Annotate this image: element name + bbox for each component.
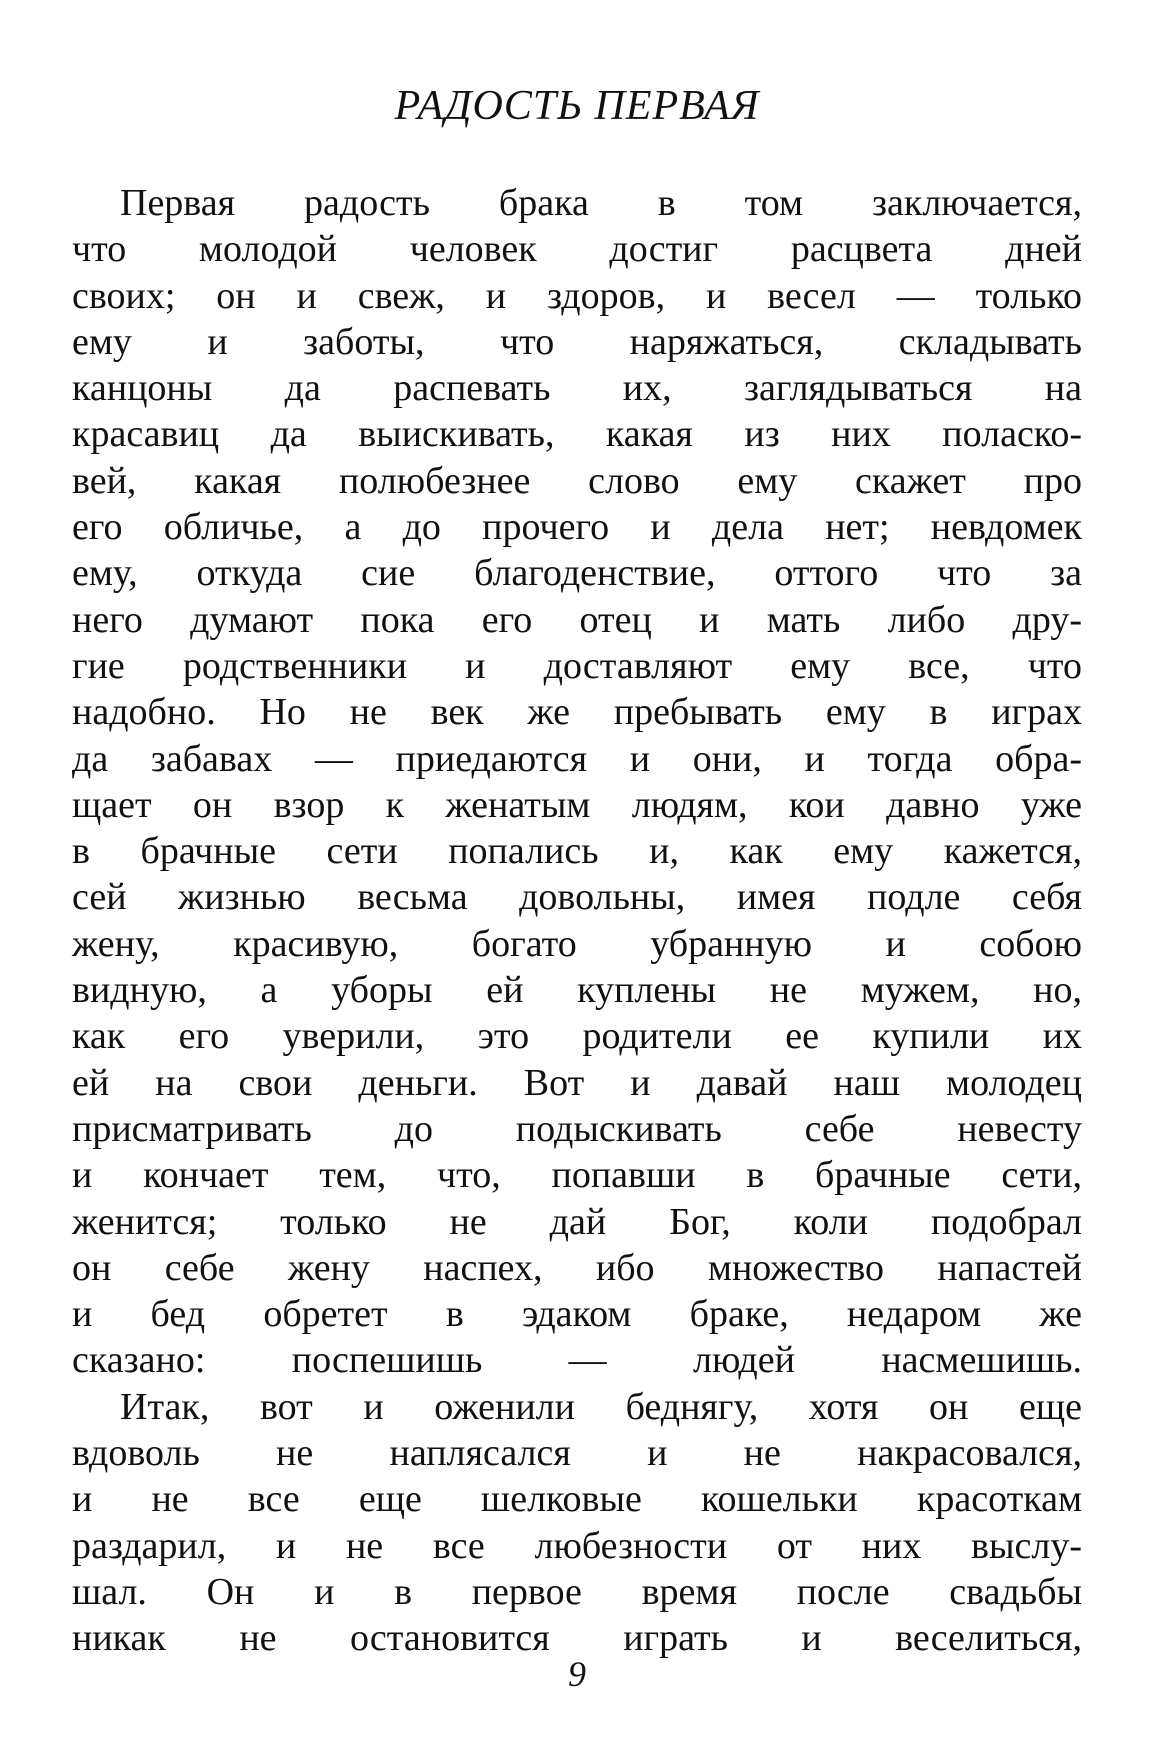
text-line: гие родственники и доставляют ему все, что [72,644,1082,687]
page-number: 9 [568,1654,586,1694]
text-line: и бед обретет в эдаком браке, недаром же [72,1293,1082,1336]
text-line: как его уверили, это родители ее купили их [72,1015,1082,1058]
text-line: и не все еще шелковые кошельки красоткам [72,1478,1082,1521]
text-line: вдоволь не наплясался и не накрасовался, [72,1432,1082,1475]
text-line: он себе жену наспех, ибо множество напастей [72,1246,1082,1289]
text-line: Первая радость брака в том заключается, [120,182,1082,224]
text-line: канцоны да распевать их, заглядываться на [72,367,1082,410]
text-line: сказано: поспешишь — людей насмешишь. [72,1339,1082,1382]
text-line: жену, красивую, богато убранную и собою [72,922,1082,965]
text-line: ему и заботы, что наряжаться, складывать [72,320,1082,363]
text-line: него думают пока его отец и мать либо дру- [72,598,1082,641]
text-line: ему, откуда сие благоденствие, оттого что за [72,552,1082,595]
text-line: шал. Он и в первое время после свадьбы [72,1570,1082,1613]
text-line: в брачные сети попались и, как ему кажется, [72,830,1082,873]
text-line: ей на свои деньги. Вот и давай наш молодец [72,1061,1082,1104]
body-text [72,180,1082,1662]
text-line: присматривать до подыскивать себе невесту [72,1107,1082,1150]
chapter-title: РАДОСТЬ ПЕРВАЯ [394,83,760,129]
text-line: видную, а уборы ей куплены не мужем, но, [72,969,1082,1012]
text-line: красавиц да выискивать, какая из них поласко- [72,413,1082,456]
text-line: вей, какая полюбезнее слово ему скажет про [72,459,1082,502]
text-line: щает он взор к женатым людям, кои давно уже [72,783,1082,826]
text-line: женится; только не дай Бог, коли подобрал [72,1200,1082,1243]
text-line: никак не остановится играть и веселиться, [72,1617,1082,1660]
text-line: раздарил, и не все любезности от них выслу- [72,1524,1082,1567]
text-line: и кончает тем, что, попавши в брачные сети, [72,1154,1082,1197]
text-line: что молодой человек достиг расцвета дней [72,228,1082,271]
text-line: своих; он и свеж, и здоров, и весел — только [72,274,1082,317]
text-line: его обличье, а до прочего и дела нет; невдомек [72,506,1082,549]
text-line: надобно. Но не век же пребывать ему в играх [72,691,1082,734]
text-line: да забавах — приедаются и они, и тогда обра- [72,737,1082,780]
text-line: Итак, вот и оженили беднягу, хотя он еще [120,1385,1082,1428]
text-line: сей жизнью весьма довольны, имея подле себя [72,876,1082,919]
